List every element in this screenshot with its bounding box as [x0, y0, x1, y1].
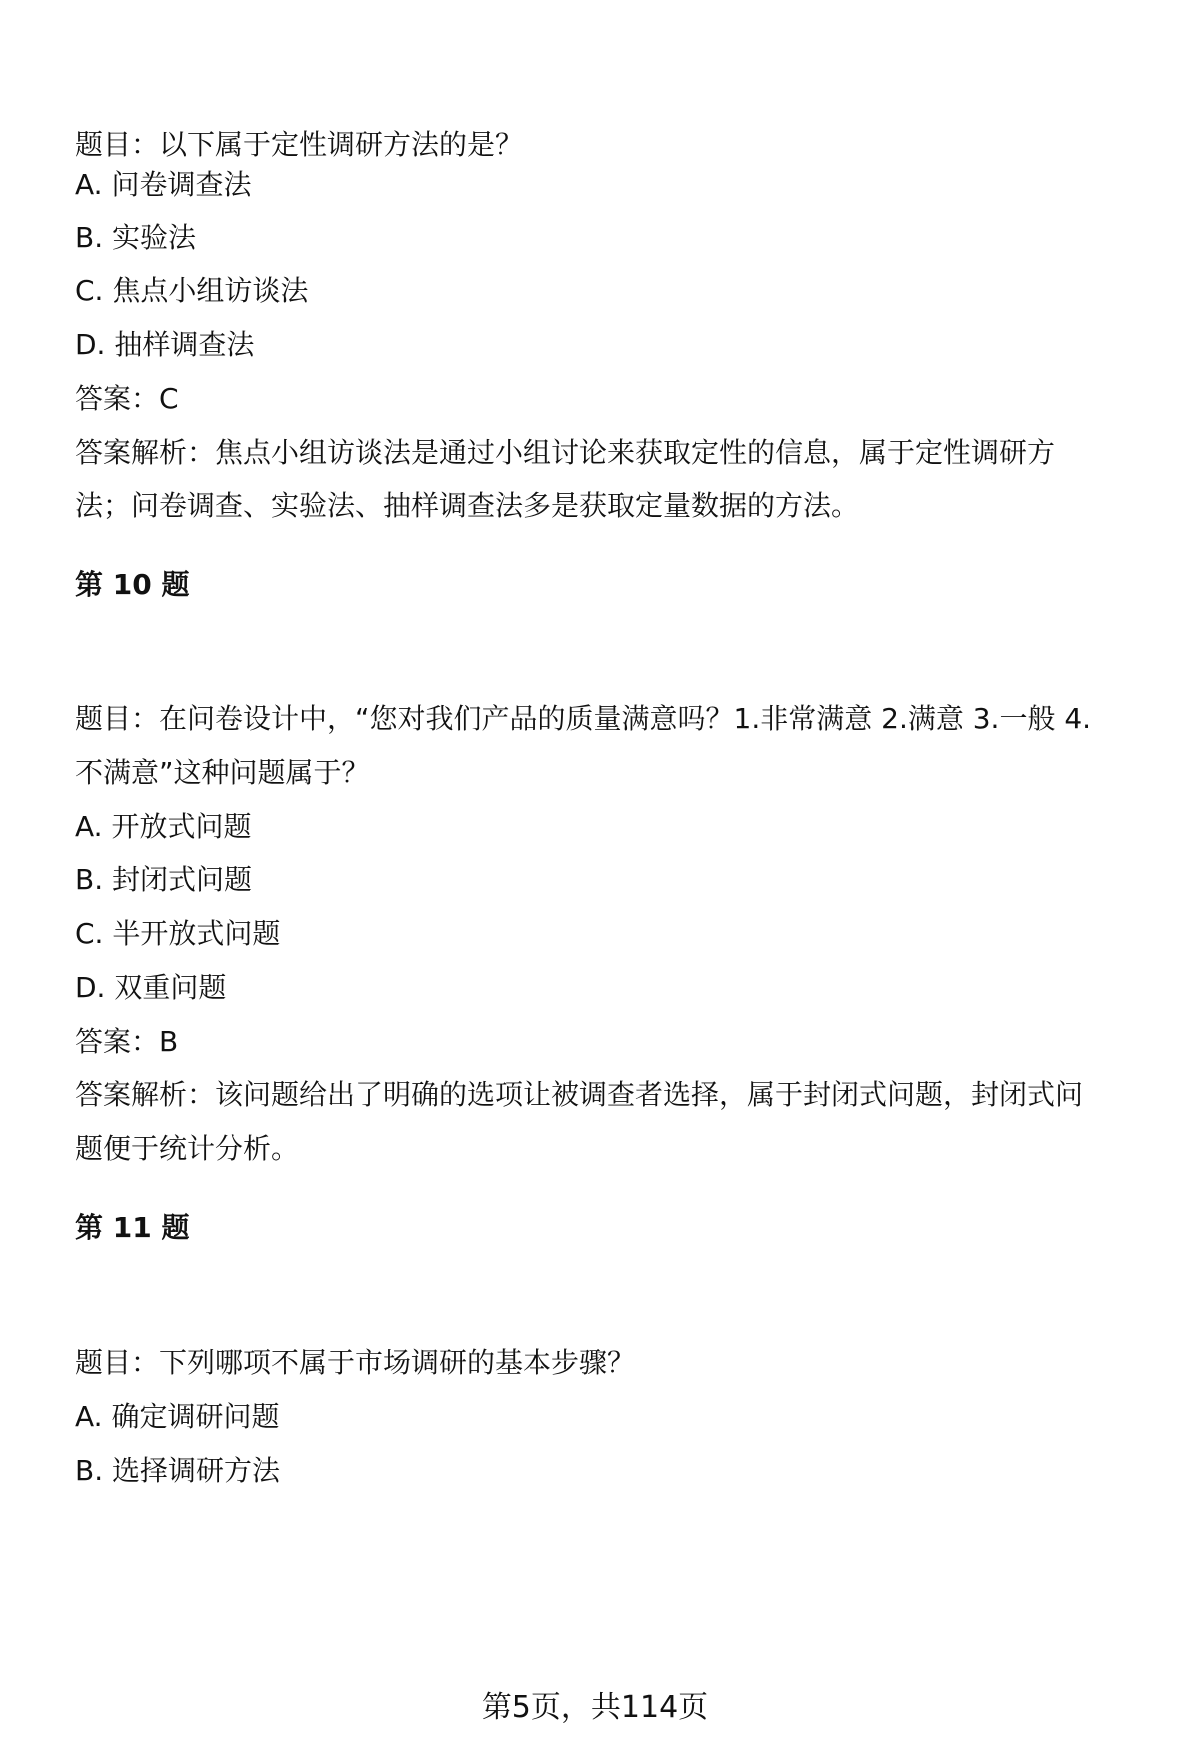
q9-option-d: D. 抽样调查法: [75, 328, 255, 361]
q10-option-a: A. 开放式问题: [75, 810, 252, 843]
q11-option-b: B. 选择调研方法: [75, 1454, 281, 1487]
q10-heading: 第 10 题: [75, 568, 190, 601]
q11-option-a: A. 确定调研问题: [75, 1400, 280, 1433]
q9-answer: 答案：C: [75, 382, 179, 415]
q10-question-line-1: 题目：在问卷设计中，“您对我们产品的质量满意吗？1.非常满意 2.满意 3.一般 4.: [75, 702, 1092, 735]
q10-answer: 答案：B: [75, 1025, 179, 1058]
q10-analysis-line-2: 题便于统计分析。: [75, 1132, 300, 1165]
q10-question-line-2: 不满意”这种问题属于？: [75, 756, 370, 789]
q9-option-b: B. 实验法: [75, 221, 197, 254]
q10-analysis-line-1: 答案解析：该问题给出了明确的选项让被调查者选择，属于封闭式问题，封闭式问: [75, 1078, 1084, 1111]
q9-option-a: A. 问卷调查法: [75, 168, 252, 201]
q9-option-c: C. 焦点小组访谈法: [75, 274, 309, 307]
q9-analysis-line-1: 答案解析：焦点小组访谈法是通过小组讨论来获取定性的信息，属于定性调研方: [75, 436, 1056, 469]
q11-heading: 第 11 题: [75, 1211, 190, 1244]
q9-analysis-line-2: 法；问卷调查、实验法、抽样调查法多是获取定量数据的方法。: [75, 489, 860, 522]
q9-question: 题目：以下属于定性调研方法的是？: [75, 128, 524, 161]
q11-question: 题目：下列哪项不属于市场调研的基本步骤？: [75, 1346, 636, 1379]
q10-option-c: C. 半开放式问题: [75, 917, 281, 950]
page-number: 第5页，共114页: [481, 1690, 709, 1725]
q10-option-b: B. 封闭式问题: [75, 863, 253, 896]
q10-option-d: D. 双重问题: [75, 971, 227, 1004]
